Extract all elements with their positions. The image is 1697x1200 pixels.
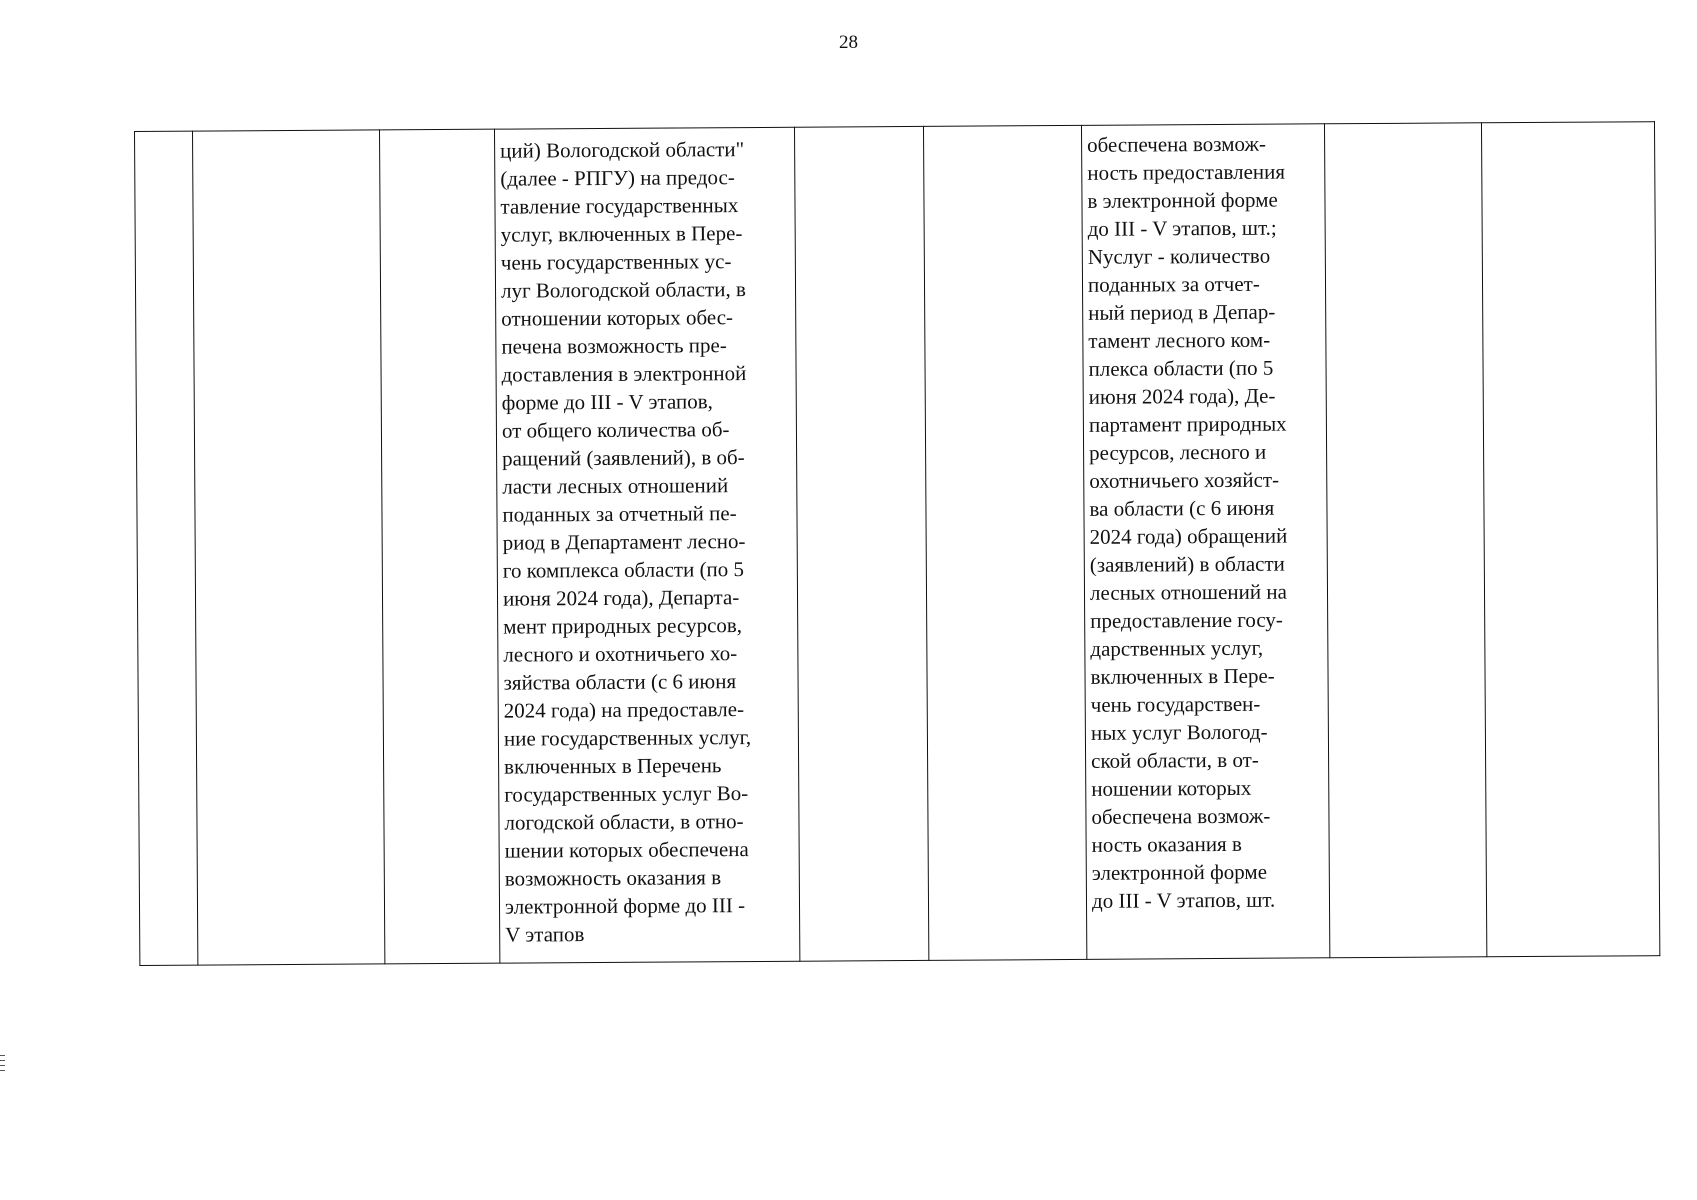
indicator-name-text: ций) Вологодской области" (далее - РПГУ) на предос- тавление государственных услуг, включенных в Пере- чень государственных ус- луг Вологодской области, в отношении которых обес- печена возможность пре- доставления в электронной форме до III - V этапов, от общего количества об- ращений (заявлений), в об- ласти лесных отношений поданных за отчетный пе- риод в Департамент лесно- го комплекса области (по 5 июня 2024 года), Департа- мент природных ресурсов, лесного и охотничьего хо- зяйства области (с 6 июня 2024 года) на предоставле- ние государственных услуг, включенных в Перечень государственных услуг Во- логодской области, в отно- шении которых обеспечена возможность оказания в электронной форме до III - V этапов: [500, 137, 752, 947]
page-number: 28: [839, 32, 858, 53]
table-cell-col3: [379, 129, 499, 964]
table-cell-col6: [923, 125, 1086, 960]
document-table: [134, 121, 1660, 966]
table-cell-indicator-name: [494, 127, 799, 963]
formula-description-text: обеспечена возмож- ность предоставления в электронной форме до III - V этапов, шт.; Nуслуг - количество поданных за отчет- ный период в Депар- тамент лесного ком- плекса области (по 5 июня 2024 года), Де- партамент природных ресурсов, лесного и охотничьего хозяйст- ва области (с 6 июня 2024 года) обращений (заявлений) в области лесных отношений на предоставление госу- дарственных услуг, включенных в Пере- чень государствен- ных услуг Вологод- ской области, в от- ношении которых обеспечена возмож- ность оказания в электронной форме до III - V этапов, шт.: [1087, 131, 1288, 913]
table-cell-col8: [1324, 123, 1486, 958]
table-cell-formula-description: [1081, 124, 1329, 960]
table-row: [135, 122, 1660, 966]
table-cell-col1: [135, 131, 198, 965]
table-cell-col5: [794, 126, 928, 961]
margin-ticks: [0, 1055, 5, 1075]
table-cell-col2: [193, 130, 385, 965]
table-cell-col9: [1481, 122, 1659, 957]
